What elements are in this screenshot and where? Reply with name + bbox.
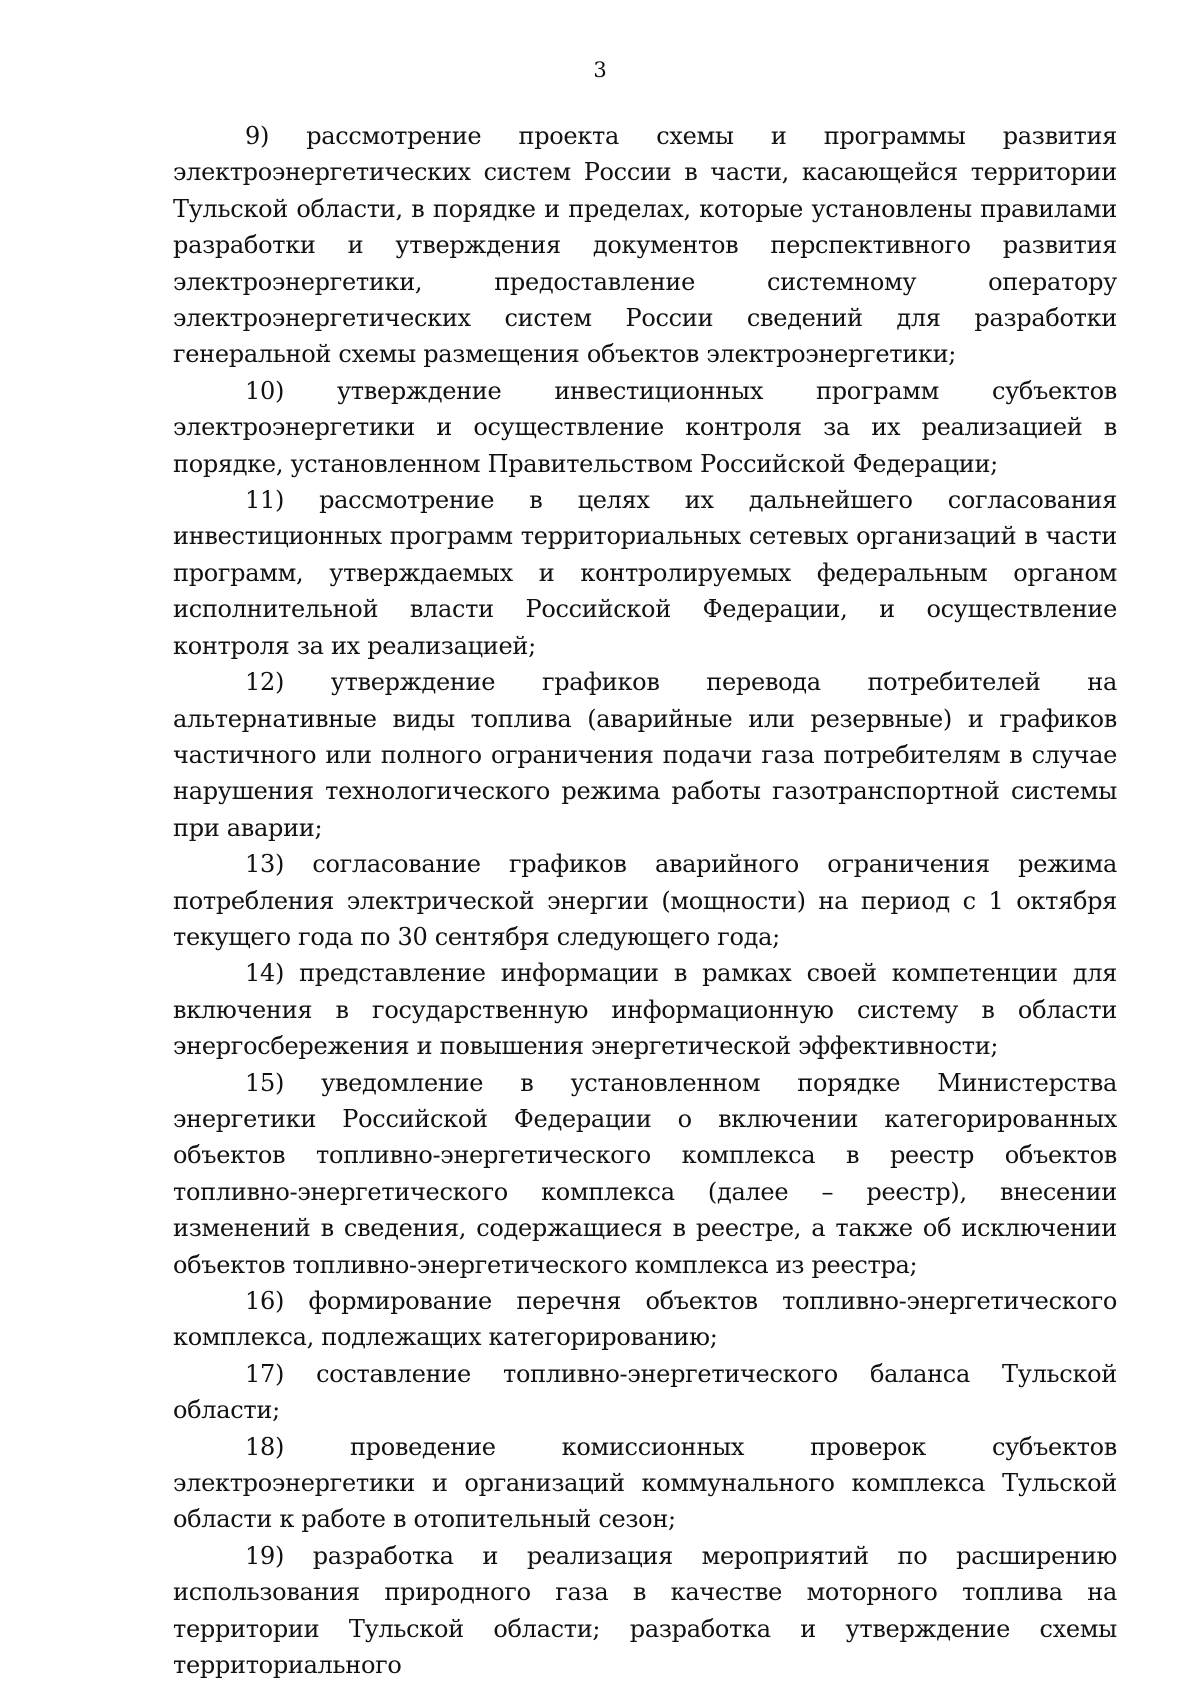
paragraph-item-17: 17) составление топливно-энергетического баланса Тульской области; — [173, 1359, 1117, 1425]
paragraph-item-18: 18) проведение комиссионных проверок субъектов электроэнергетики и организаций коммунального комплекса Тульской области к работе в отопительный сезон; — [173, 1432, 1117, 1534]
paragraph-item-14: 14) представление информации в рамках своей компетенции для включения в государственную информационную систему в области энергосбережения и повышения энергетической эффективности; — [173, 959, 1117, 1061]
paragraph-item-15: 15) уведомление в установленном порядке Министерства энергетики Российской Федерации о включении категорированных объектов топливно-энергетического комплекса в реестр объектов топливно-энергетического комплекса (далее – реестр), внесении изменений в сведения, содержащиеся в реестре, а также об исключении объектов топливно-энергетического комплекса из реестра; — [173, 1068, 1117, 1279]
page-number: 3 — [593, 58, 607, 82]
paragraph-item-11: 11) рассмотрение в целях их дальнейшего согласования инвестиционных программ территориальных сетевых организаций в части программ, утверждаемых и контролируемых федеральным органом исполнительной власти Российской Федерации, и осуществление контроля за их реализацией; — [173, 486, 1117, 660]
paragraph-item-19: 19) разработка и реализация мероприятий по расширению использования природного газа в качестве моторного топлива на территории Тульской области; разработка и утверждение схемы территориального — [173, 1541, 1117, 1680]
paragraph-item-9: 9) рассмотрение проекта схемы и программы развития электроэнергетических систем России в части, касающейся территории Тульской области, в порядке и пределах, которые установлены правилами разработки и утверждения документов перспективного развития электроэнергетики, предоставление системному оператору электроэнергетических систем России сведений для разработки генеральной схемы размещения объектов электроэнергетики; — [173, 122, 1117, 369]
document-body — [173, 118, 1117, 1683]
paragraph-item-10: 10) утверждение инвестиционных программ субъектов электроэнергетики и осуществление контроля за их реализацией в порядке, установленном Правительством Российской Федерации; — [173, 376, 1117, 478]
paragraph-item-16: 16) формирование перечня объектов топливно-энергетического комплекса, подлежащих категорированию; — [173, 1287, 1117, 1352]
paragraph-item-12: 12) утверждение графиков перевода потребителей на альтернативные виды топлива (аварийные или резервные) и графиков частичного или полного ограничения подачи газа потребителям в случае нарушения технологического режима работы газотранспортной системы при аварии; — [173, 668, 1117, 842]
paragraph-item-13: 13) согласование графиков аварийного ограничения режима потребления электрической энергии (мощности) на период с 1 октября текущего года по 30 сентября следующего года; — [173, 850, 1117, 951]
